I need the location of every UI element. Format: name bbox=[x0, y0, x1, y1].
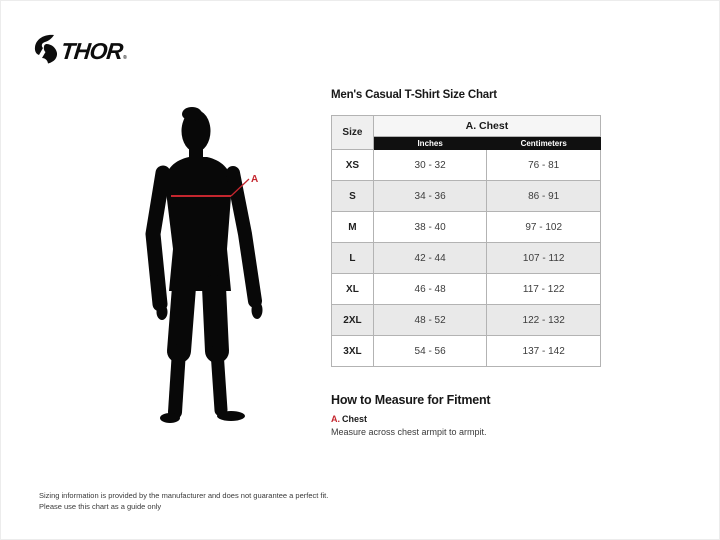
measure-guide-title: How to Measure for Fitment bbox=[331, 393, 491, 407]
measure-description: Measure across chest armpit to armpit. bbox=[331, 427, 487, 437]
table-row-m bbox=[332, 212, 601, 243]
disclaimer-line-1: Sizing information is provided by the manufacturer and does not guarantee a perfect fit. bbox=[39, 491, 329, 500]
measure-label: Chest bbox=[342, 414, 368, 424]
thor-logo bbox=[33, 34, 127, 64]
measure-key: A. bbox=[331, 414, 340, 424]
cm-value: 117 - 122 bbox=[487, 274, 601, 305]
inches-value: 38 - 40 bbox=[373, 212, 487, 243]
column-header-inches: Inches bbox=[373, 137, 487, 150]
inches-value: 42 - 44 bbox=[373, 243, 487, 274]
sizing-disclaimer bbox=[39, 490, 328, 513]
cm-value: 97 - 102 bbox=[487, 212, 601, 243]
cm-value: 137 - 142 bbox=[487, 336, 601, 367]
disclaimer-line-2: Please use this chart as a guide only bbox=[39, 502, 162, 512]
size-value: XS bbox=[332, 150, 374, 181]
column-header-centimeters: Centimeters bbox=[487, 137, 601, 150]
measure-guide-item-chest bbox=[331, 414, 487, 437]
cm-value: 122 - 132 bbox=[487, 305, 601, 336]
size-value: 3XL bbox=[332, 336, 374, 367]
inches-value: 46 - 48 bbox=[373, 274, 487, 305]
table-row-2xl bbox=[332, 305, 601, 336]
male-silhouette bbox=[153, 107, 263, 423]
table-row-l bbox=[332, 243, 601, 274]
table-row-3xl bbox=[332, 336, 601, 367]
cm-value: 86 - 91 bbox=[487, 181, 601, 212]
inches-value: 54 - 56 bbox=[373, 336, 487, 367]
registered-trademark-symbol: ® bbox=[123, 55, 127, 61]
logo-wordmark: THOR bbox=[59, 38, 124, 64]
size-value: S bbox=[332, 181, 374, 212]
size-value: M bbox=[332, 212, 374, 243]
cm-value: 76 - 81 bbox=[487, 150, 601, 181]
column-header-size: Size bbox=[332, 116, 374, 150]
cm-value: 107 - 112 bbox=[487, 243, 601, 274]
inches-value: 34 - 36 bbox=[373, 181, 487, 212]
size-value: 2XL bbox=[332, 305, 374, 336]
inches-value: 48 - 52 bbox=[373, 305, 487, 336]
column-header-chest: A. Chest bbox=[373, 116, 600, 137]
size-chart-title: Men's Casual T-Shirt Size Chart bbox=[331, 89, 497, 101]
table-row-s bbox=[332, 181, 601, 212]
table-row-xs bbox=[332, 150, 601, 181]
table-row-xl bbox=[332, 274, 601, 305]
size-value: XL bbox=[332, 274, 374, 305]
body-measurement-figure bbox=[129, 99, 314, 429]
thor-horned-head-icon bbox=[33, 34, 59, 64]
size-value: L bbox=[332, 243, 374, 274]
size-chart-table bbox=[331, 115, 601, 367]
chest-annotation-label: A bbox=[251, 174, 259, 185]
inches-value: 30 - 32 bbox=[373, 150, 487, 181]
